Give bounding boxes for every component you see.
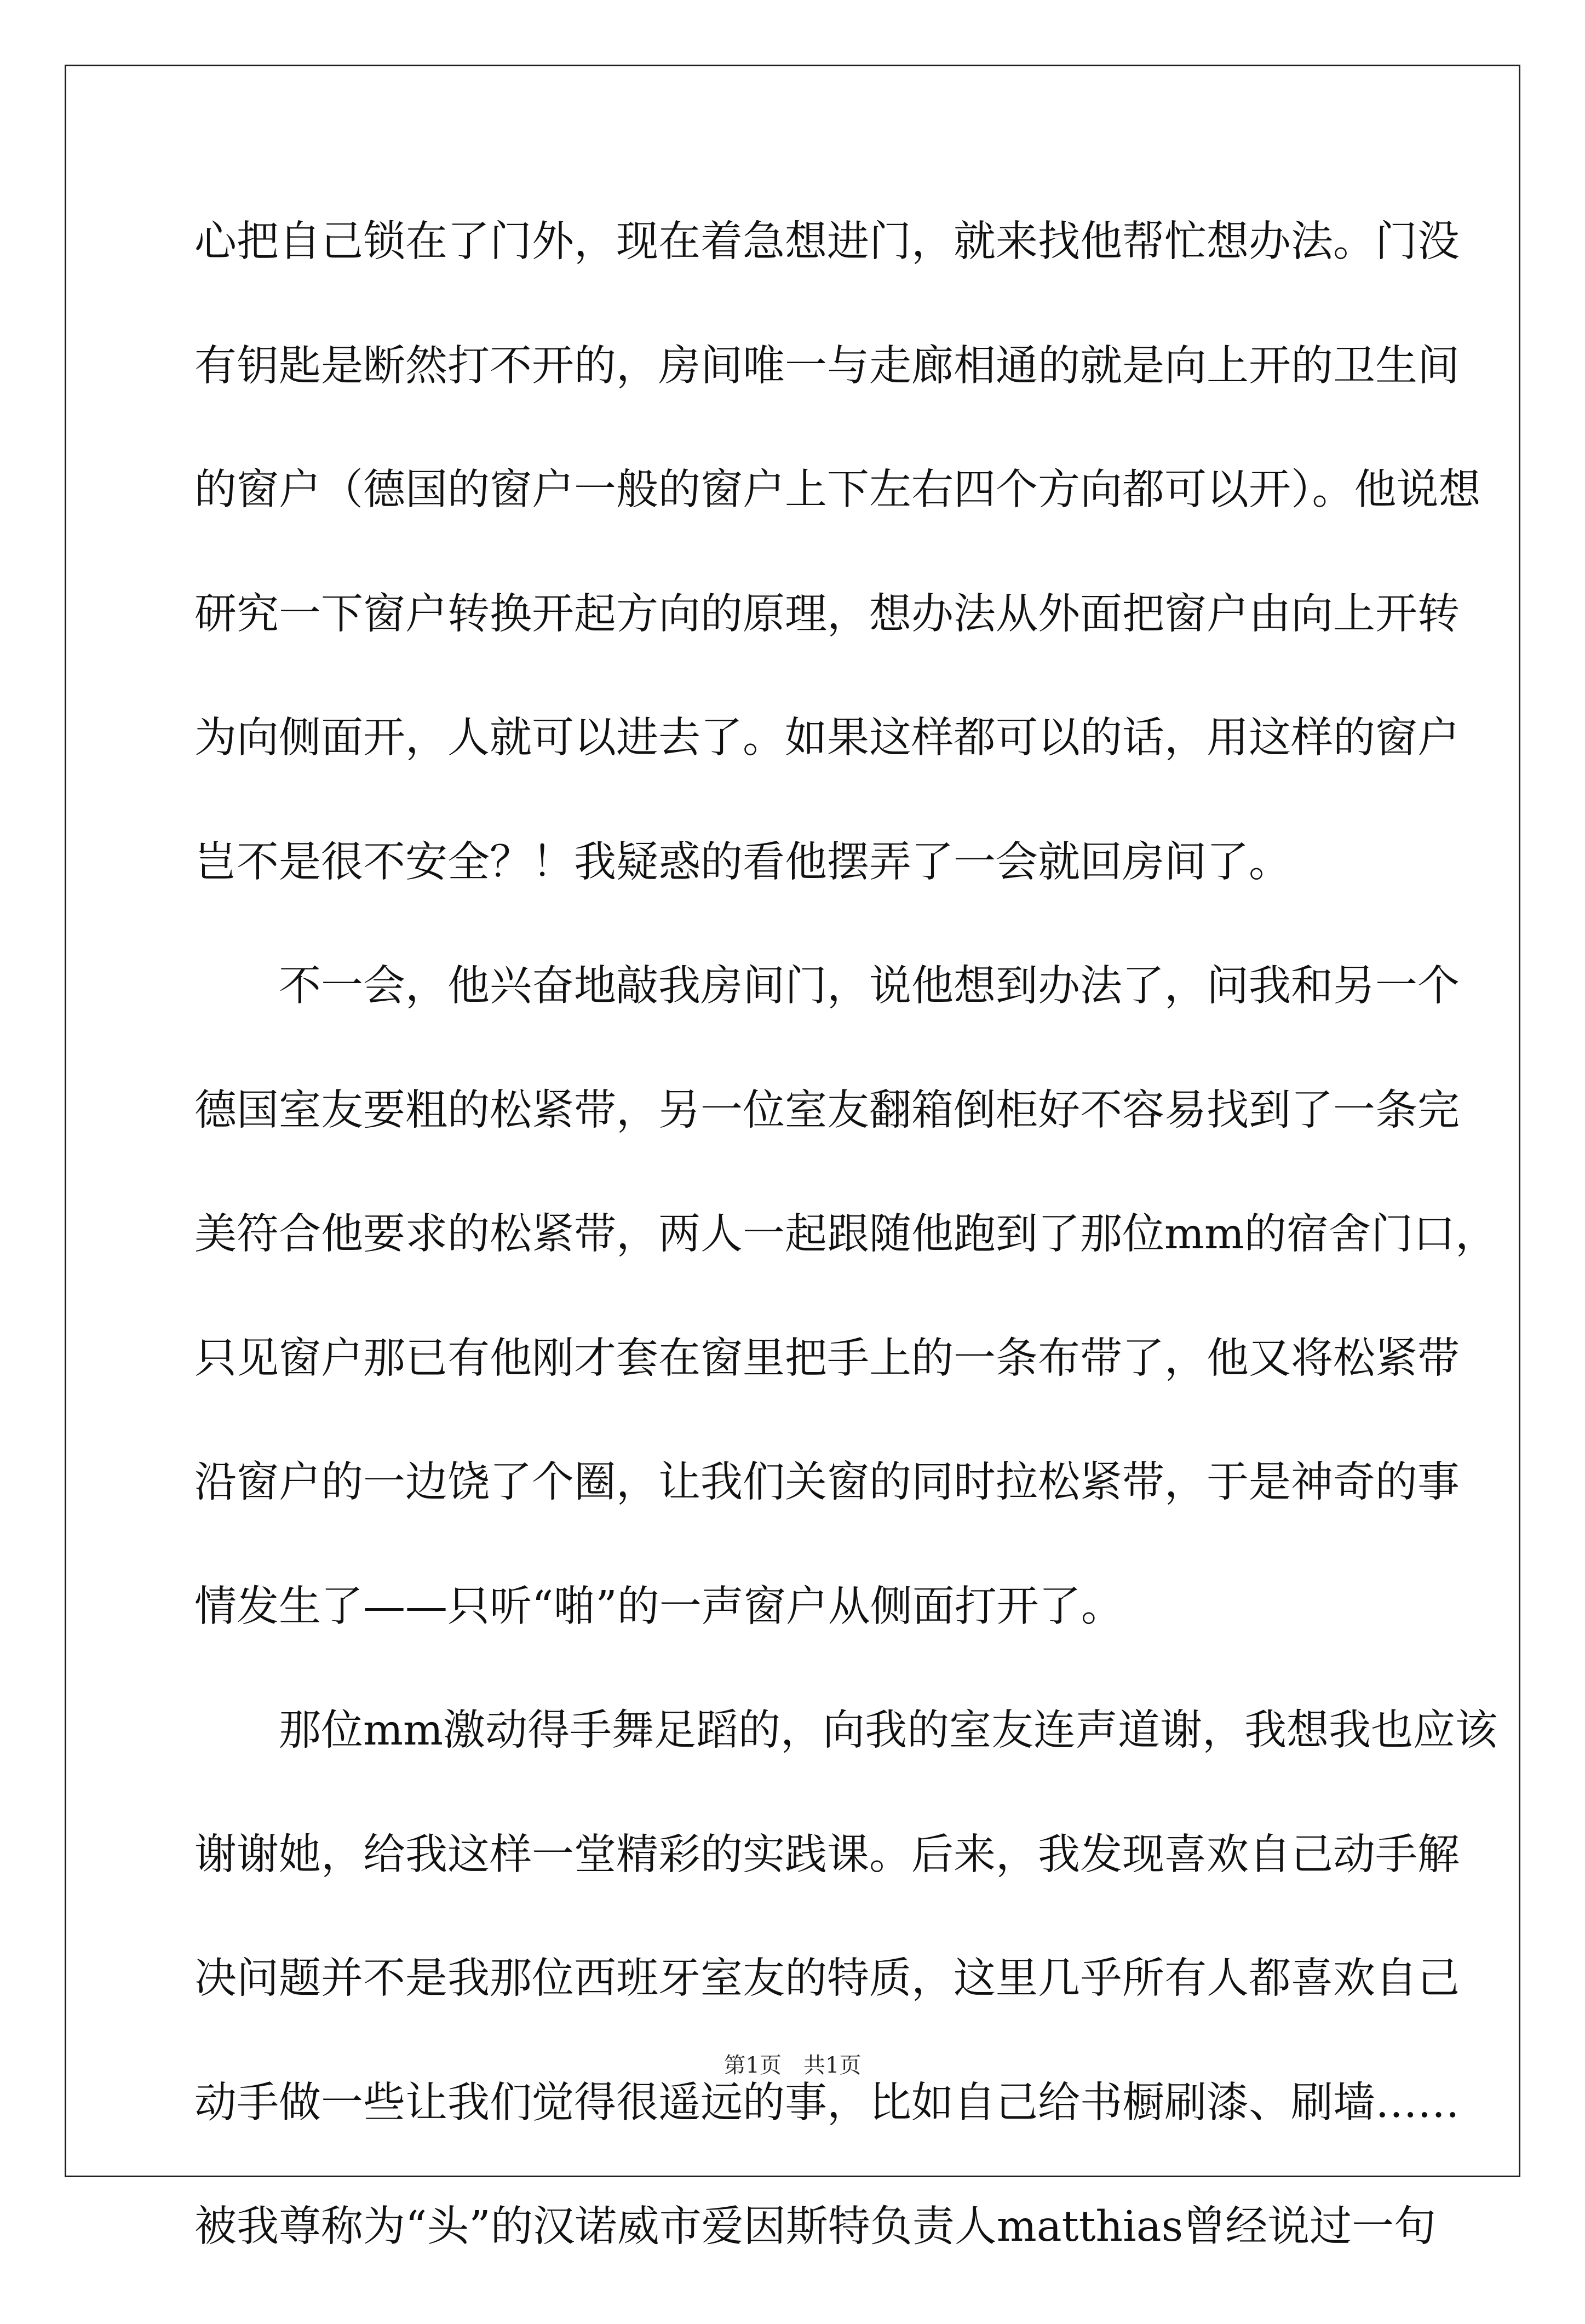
document-body xyxy=(194,215,1498,2324)
text-line: 有钥匙是断然打不开的，房间唯一与走廊相通的就是向上开的卫生间 xyxy=(194,341,1460,391)
text-line: 那位mm激动得手舞足蹈的，向我的室友连声道谢，我想我也应该 xyxy=(194,1706,1498,1755)
text-line: 沿窗户的一边饶了个圈，让我们关窗的同时拉松紧带，于是神奇的事 xyxy=(194,1458,1460,1507)
text-line: 心把自己锁在了门外，现在着急想进门，就来找他帮忙想办法。门没 xyxy=(194,217,1460,266)
text-line: 谢谢她，给我这样一堂精彩的实践课。后来，我发现喜欢自己动手解 xyxy=(194,1830,1460,1879)
text-line: 不一会，他兴奋地敲我房间门，说他想到办法了，问我和另一个 xyxy=(194,962,1460,1011)
text-line: 只见窗户那已有他刚才套在窗里把手上的一条布带了，他又将松紧带 xyxy=(194,1334,1460,1383)
text-line: 德国室友要粗的松紧带，另一位室友翻箱倒柜好不容易找到了一条完 xyxy=(194,1086,1460,1135)
page-number-footer: 第1页 共1页 xyxy=(723,2053,862,2078)
text-line: 的窗户（德国的窗户一般的窗户上下左右四个方向都可以开）。他说想 xyxy=(194,466,1481,514)
text-line: 研究一下窗户转换开起方向的原理，想办法从外面把窗户由向上开转 xyxy=(194,589,1460,639)
text-line: 决问题并不是我那位西班牙室友的特质，这里几乎所有人都喜欢自己 xyxy=(194,1954,1460,2003)
text-line: 动手做一些让我们觉得很遥远的事，比如自己给书橱刷漆、刷墙…… xyxy=(194,2078,1460,2127)
text-line: 被我尊称为“头”的汉诺威市爱因斯特负责人matthias曾经说过一句 xyxy=(194,2202,1437,2251)
text-line: 美符合他要求的松紧带，两人一起跟随他跑到了那位mm的宿舍门口， xyxy=(194,1210,1498,1259)
text-line: 情发生了——只听“啪”的一声窗户从侧面打开了。 xyxy=(194,1582,1123,1631)
text-line: 岂不是很不安全？！我疑惑的看他摆弄了一会就回房间了。 xyxy=(194,837,1291,887)
text-line: 为向侧面开，人就可以进去了。如果这样都可以的话，用这样的窗户 xyxy=(194,714,1460,762)
